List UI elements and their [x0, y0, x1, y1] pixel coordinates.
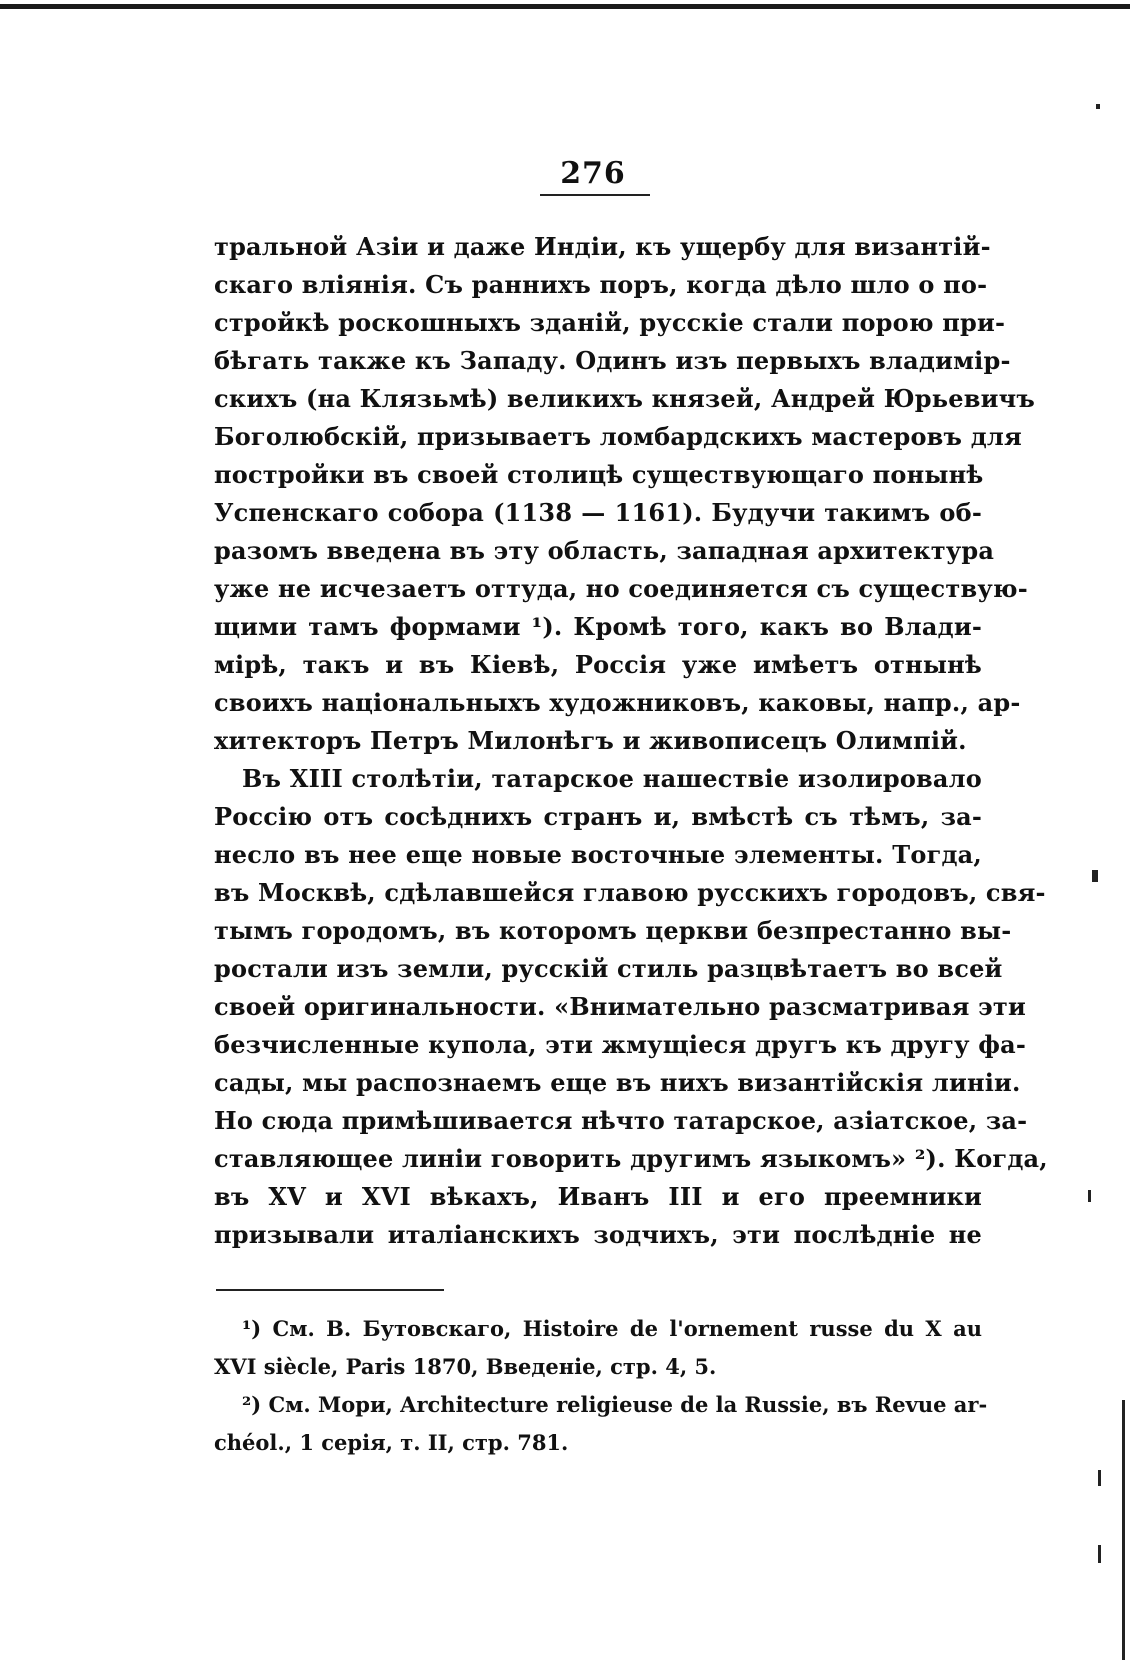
text-line: щими тамъ формами ¹). Кромѣ того, какъ во Влади-	[214, 612, 982, 641]
text-line: ставляющее линіи говорить другимъ языкомъ» ²). Когда,	[214, 1144, 1048, 1173]
text-line: Успенскаго собора (1138 — 1161). Будучи такимъ об-	[214, 498, 982, 527]
text-line: Россію отъ сосѣднихъ странъ и, вмѣстѣ съ тѣмъ, за-	[214, 802, 982, 831]
text-line: разомъ введена въ эту область, западная архитектура	[214, 536, 995, 565]
text-line: Но сюда примѣшивается нѣчто татарское, азіатское, за-	[214, 1106, 1028, 1135]
footnote-separator	[216, 1289, 444, 1291]
scan-speck	[1098, 1470, 1101, 1486]
text-line: призывали италіанскихъ зодчихъ, эти послѣдніе не	[214, 1220, 982, 1249]
scan-speck	[1098, 1545, 1101, 1563]
scan-speck	[1096, 104, 1100, 109]
text-line: бѣгать также къ Западу. Одинъ изъ первыхъ владимір-	[214, 346, 1011, 375]
text-line: Боголюбскій, призываетъ ломбардскихъ мастеровъ для	[214, 422, 1022, 451]
body-text	[214, 228, 1048, 1254]
footnote-line: chéol., 1 серія, т. II, стр. 781.	[214, 1430, 569, 1455]
text-line: хитекторъ Петръ Милонѣгъ и живописецъ Олимпій.	[214, 726, 967, 755]
paragraph-start-line: Въ XIII столѣтіи, татарское нашествіе изолировало	[242, 764, 982, 793]
scan-speck	[1092, 870, 1098, 882]
footnote-line: XVI siècle, Paris 1870, Введеніе, стр. 4, 5.	[214, 1354, 717, 1379]
footnotes	[214, 1310, 988, 1462]
text-line: безчисленные купола, эти жмущіеся другъ къ другу фа-	[214, 1030, 1027, 1059]
text-line: уже не исчезаетъ оттуда, но соединяется съ существую-	[214, 574, 1028, 603]
text-line: въ XV и XVI вѣкахъ, Иванъ III и его преемники	[214, 1182, 982, 1211]
scan-speck	[1088, 1190, 1091, 1202]
text-line: ростали изъ земли, русскій стиль разцвѣтаетъ во всей	[214, 954, 1003, 983]
text-line: своей оригинальности. «Внимательно разсматривая эти	[214, 992, 1026, 1021]
text-line: тральной Азіи и даже Индіи, къ ущербу для византій-	[214, 232, 991, 261]
text-line: постройки въ своей столицѣ существующаго понынѣ	[214, 460, 984, 489]
scan-edge-line	[1122, 1400, 1125, 1660]
page-number: 276	[560, 156, 626, 191]
top-border-rule	[0, 4, 1130, 9]
page-number-underline	[540, 194, 650, 196]
text-line: скихъ (на Клязьмѣ) великихъ князей, Андрей Юрьевичъ	[214, 384, 1035, 413]
text-line: сады, мы распознаемъ еще въ нихъ византійскія линіи.	[214, 1068, 1021, 1097]
text-line: своихъ національныхъ художниковъ, каковы, напр., ар-	[214, 688, 1021, 717]
footnote-line: ²) См. Мори, Architecture religieuse de la Russie, въ Revue ar-	[242, 1392, 988, 1417]
text-line: въ Москвѣ, сдѣлавшейся главою русскихъ городовъ, свя-	[214, 878, 1046, 907]
text-line: несло въ нее еще новые восточные элементы. Тогда,	[214, 840, 982, 869]
text-line: скаго вліянія. Съ раннихъ поръ, когда дѣло шло о по-	[214, 270, 988, 299]
text-line: стройкѣ роскошныхъ зданій, русскіе стали порою при-	[214, 308, 1006, 337]
text-line: тымъ городомъ, въ которомъ церкви безпрестанно вы-	[214, 916, 1012, 945]
text-line: мірѣ, такъ и въ Кіевѣ, Россія уже имѣетъ отнынѣ	[214, 650, 982, 679]
footnote-line: ¹) См. В. Бутовскаго, Histoire de l'ornement russe du X au	[242, 1316, 982, 1341]
